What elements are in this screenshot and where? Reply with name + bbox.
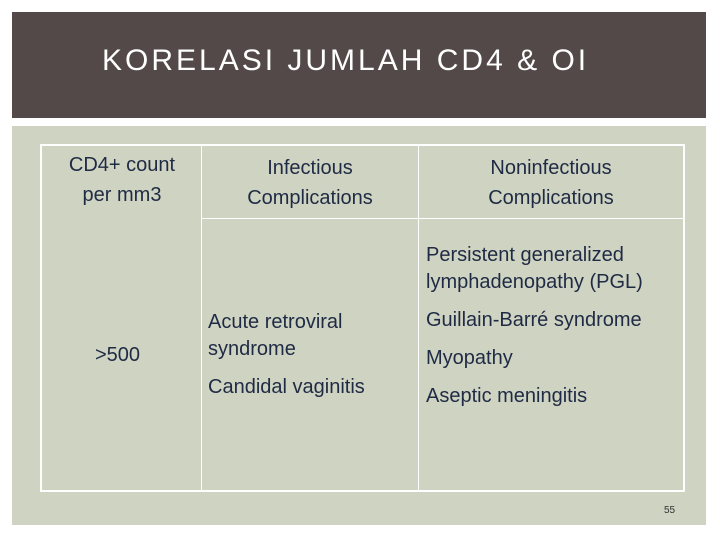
list-item: Acute retroviral syndrome: [208, 311, 343, 360]
list-item: Guillain-Barré syndrome: [426, 309, 642, 331]
noninfectious-list: [426, 242, 676, 421]
list-item: Candidal vaginitis: [208, 376, 365, 398]
column-divider: [201, 144, 202, 492]
page-number: 55: [664, 505, 676, 516]
list-item: Persistent generalized lymphadenopathy (PGL): [426, 244, 643, 293]
list-item: Aseptic meningitis: [426, 385, 588, 407]
slide-title: KORELASI JUMLAH CD4 & OI: [102, 44, 590, 77]
infectious-list: [208, 309, 408, 412]
list-item: Myopathy: [426, 347, 513, 369]
header-infectious: Infectious Complications: [247, 157, 373, 209]
cd4-value-cell: >500: [95, 344, 141, 366]
header-noninfectious: Noninfectious Complications: [488, 157, 614, 209]
header-divider: [201, 218, 685, 219]
column-divider: [418, 144, 419, 492]
header-cd4-count: CD4+ count per mm3: [68, 154, 176, 206]
